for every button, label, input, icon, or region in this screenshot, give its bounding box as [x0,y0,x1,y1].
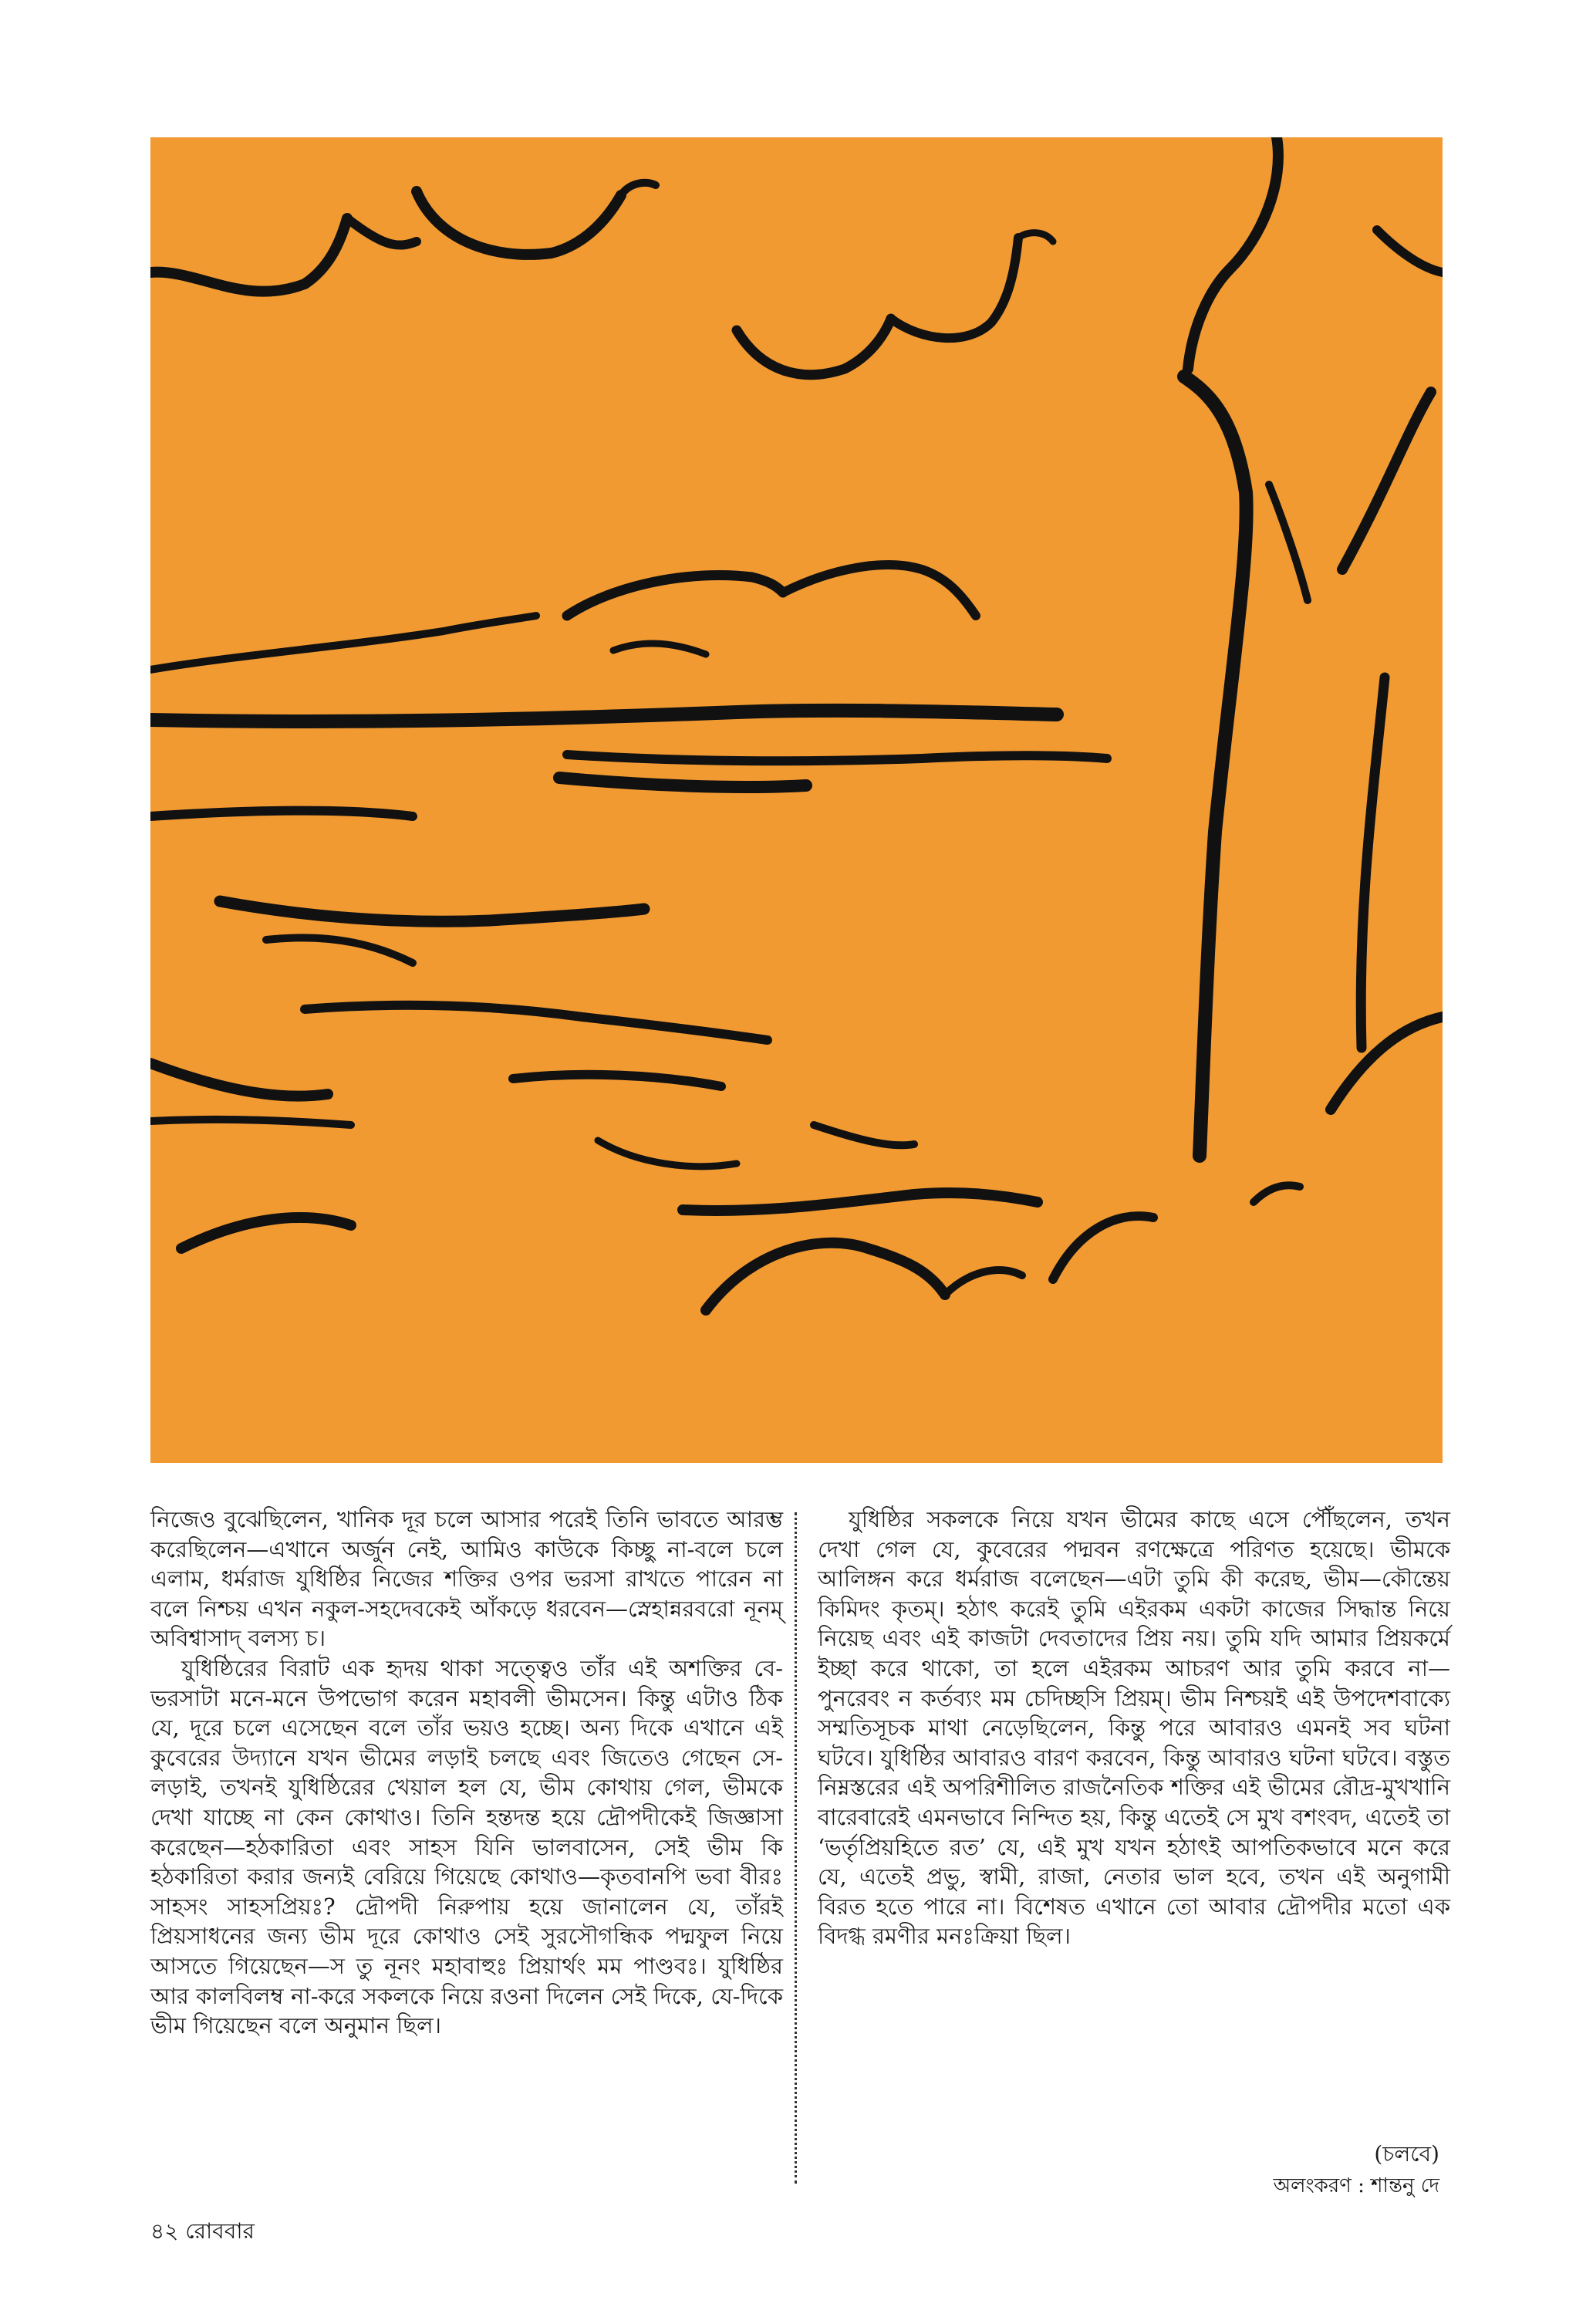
water-stroke [598,1140,737,1167]
page-number: ৪২ [150,2218,179,2244]
article-paragraph: যুধিষ্ঠির সকলকে নিয়ে যখন ভীমের কাছে এসে পৌঁছলেন, তখন দেখা গেল যে, কুবেরের পদ্মবন রণক্ষেত্রে পরিণত হয়েছে। ভীমকে আলিঙ্গন করে ধর্মরাজ বলেছেন—এটা তুমি কী করেছ, ভীম—কৌন্তেয় কিমিদং কৃতম্। হঠাৎ করেই তুমি এইরকম একটা কাজের সিদ্ধান্ত নিয়ে নিয়েছ এবং এই কাজটা দেবতাদের প্রিয় নয়। তুমি যদি আমার প্রিয়কর্মে ইচ্ছা করে থাকো, তা হলে এইরকম আচরণ আর তুমি করবে না—পুনরেবং ন কর্তব্যং মম চেদিচ্ছসি প্রিয়ম্। ভীম নিশ্চয়ই এই উপদেশবাক্যে সম্মতিসূচক মাথা নেড়েছিলেন, কিন্তু পরে আবারও এমনই সব ঘটনা ঘটবে। যুধিষ্ঠির আবারও বারণ করবেন, কিন্তু আবারও ঘটনা ঘটবে। বস্তুত নিম্নস্তরের এই অপরিশীলিত রাজনৈতিক শক্তির এই ভীমের রৌদ্র-মুখখানি বারেবারেই এমনভাবে নিন্দিত হয়, কিন্তু এতেই সে মুখ বশংবদ, এতেই তা ‘ভর্তৃপ্রিয়হিতে রত’ যে, এই মুখ যখন হঠাৎই আপতিকভাবে মনে করে যে, এতেই প্রভু, স্বামী, রাজা, নেতার ভাল হবে, তখন এই অনুগামী বিরত হতে পারে না। বিশেষত এখানে তো আবার দ্রৌপদীর মতো এক বিদগ্ধ রমণীর মনঃক্রিয়া ছিল। [818,1506,1450,1950]
water-stroke [814,1125,914,1145]
water-stroke [683,1193,1038,1211]
tree-branch-stroke [1342,392,1431,569]
hill-stroke [613,643,706,654]
cloud-stroke [737,319,891,375]
cloud-stroke [1018,233,1053,242]
article-paragraph: নিজেও বুঝেছিলেন, খানিক দূর চলে আসার পরেই তিনি ভাবতে আরম্ভ করেছিলেন—এখানে অর্জুন নেই, আমিও কাউকে কিচ্ছু না-বলে চলে এলাম, ধর্মরাজ যুধিষ্ঠির নিজের শক্তির ওপর ভরসা রাখতে পারেন না বলে নিশ্চয় এখন নকুল-সহদেবকেই আঁকড়ে ধরবেন—স্নেহান্নরবরো নূনম্ অবিশ্বাসাদ্ বলস্য চ। [150,1506,783,1652]
article-paragraph: যুধিষ্ঠিরের বিরাট এক হৃদয় থাকা সত্ত্বেও তাঁর এই অশক্তির বে-ভরসাটা মনে-মনে উপভোগ করেন মহাবলী ভীমসেন। কিন্তু এটাও ঠিক যে, দূরে চলে এসেছেন বলে তাঁর ভয়ও হচ্ছে। অন্য দিকে এখানে এই কুবেরের উদ্যানে যখন ভীমের লড়াই চলছে এবং জিতেও গেছেন সে-লড়াই, তখনই যুধিষ্ঠিরের খেয়াল হল যে, ভীম কোথায় গেল, ভীমকে দেখা যাচ্ছে না কেন কোথাও। তিনি হন্তদন্ত হয়ে দ্রৌপদীকেই জিজ্ঞাসা করেছেন—হঠকারিতা এবং সাহস যিনি ভালবাসেন, সেই ভীম কি হঠকারিতা করার জন্যই বেরিয়ে গিয়েছে কোথাও—কৃতবানপি ভবা বীরঃ সাহসং সাহসপ্রিয়ঃ? দ্রৌপদী নিরুপায় হয়ে জানালেন যে, তাঁরই প্রিয়সাধনের জন্য ভীম দূরে কোথাও সেই সুরসৌগন্ধিক পদ্মফুল নিয়ে আসতে গিয়েছেন—স তু নূনং মহাবাহুঃ প্রিয়ার্থং মম পাণ্ডবঃ। যুধিষ্ঠির আর কালবিলম্ব না-করে সকলকে নিয়ে রওনা দিলেন সেই দিকে, যে-দিকে ভীম গিয়েছেন বলে অনুমান ছিল। [150,1654,783,2039]
bush-stroke [1331,1017,1443,1110]
water-stroke [220,901,644,921]
cloud-stroke [621,183,656,195]
cloud-stroke [891,238,1018,338]
page-folio [150,2214,255,2251]
illustration-credit: অলংকরণ : শান্তনু দে [1273,2174,1439,2197]
cloud-stroke [417,191,621,255]
brush-landscape-drawing [150,137,1443,1463]
cover-illustration [150,137,1443,1463]
water-stroke [266,937,413,963]
bush-stroke [945,1270,1022,1295]
tree-trunk-stroke [1269,485,1308,600]
bush-stroke [1254,1185,1300,1202]
column-divider [795,1512,797,2184]
cloud-stroke [347,218,417,245]
water-stroke [559,778,806,787]
water-stroke [513,1075,721,1086]
bush-stroke [706,1243,945,1310]
tree-trunk-stroke [1361,677,1385,1048]
publication-name: রোববার [185,2218,255,2244]
hill-stroke [567,575,783,616]
hill-stroke [783,565,976,616]
continued-note: (চলবে) [1374,2141,1439,2167]
water-stroke [150,1063,328,1096]
bush-stroke [1053,1216,1153,1279]
cloud-stroke [1188,137,1278,369]
cloud-stroke [1377,230,1443,272]
tree-trunk-stroke [1184,377,1247,1156]
water-stroke [150,811,413,817]
article-right-column [818,1505,1450,1951]
horizon-stroke [150,711,1057,721]
hill-stroke [150,616,536,670]
article-left-column [150,1505,783,2041]
water-stroke [305,1005,768,1040]
water-stroke [567,755,1107,761]
bush-stroke [181,1218,351,1248]
water-stroke [150,1120,351,1125]
cloud-stroke [150,218,347,292]
